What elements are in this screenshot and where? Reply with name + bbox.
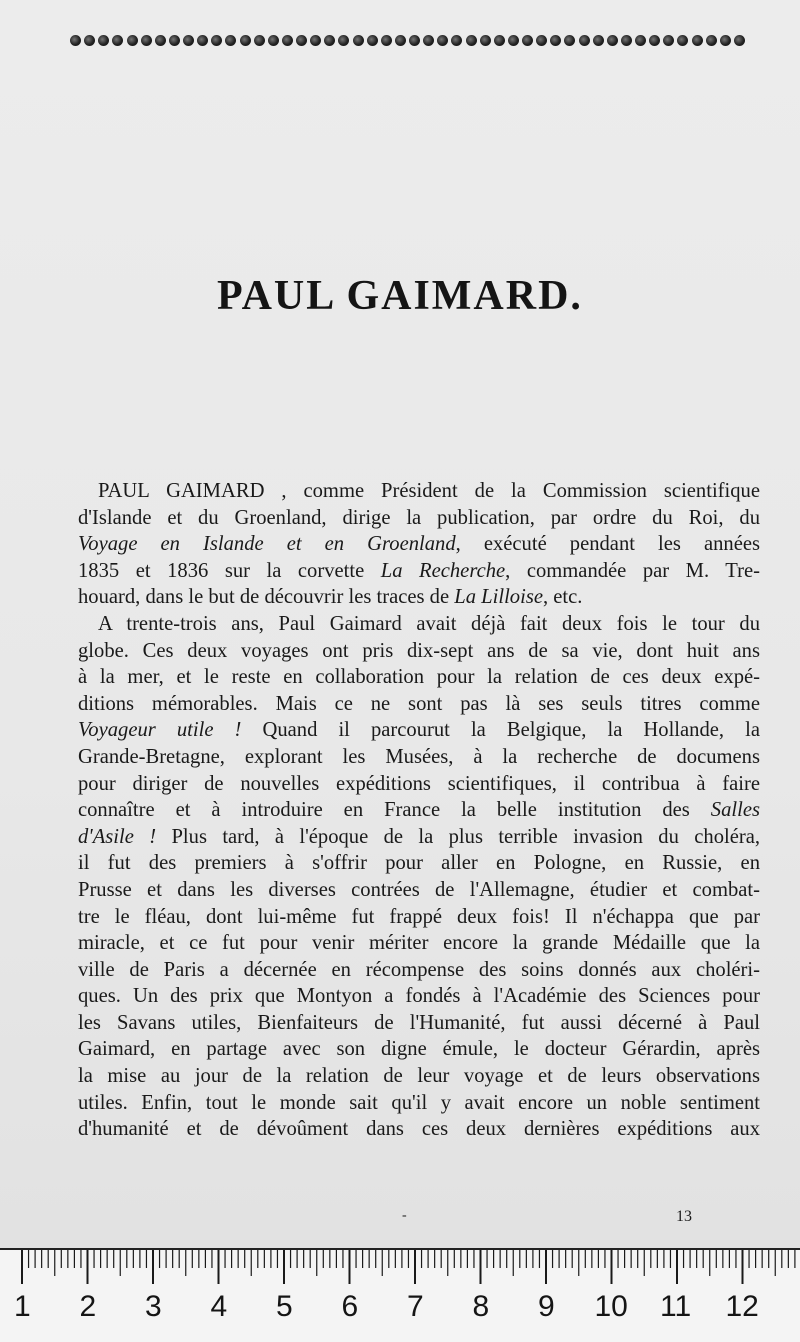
text-run: connaître et à introduire en France la belle institution des — [78, 799, 711, 822]
ornament-dot — [451, 35, 462, 46]
ornament-dot — [353, 35, 364, 46]
text-run: , etc. — [542, 586, 583, 609]
text-line — [78, 717, 760, 744]
ornament-dot — [437, 35, 448, 46]
ruler-number: 1 — [14, 1290, 31, 1323]
ornament-dot — [211, 35, 222, 46]
text-run: à la mer, et le reste en collaboration pour la relation de ces deux expé- — [78, 666, 760, 689]
ornament-dot — [692, 35, 703, 46]
text-line — [78, 1063, 760, 1090]
page-number: 13 — [676, 1208, 692, 1225]
text-run: houard, dans le but de découvrir les traces de — [78, 586, 455, 609]
text-run: Gaimard, en partage avec son digne émule, le docteur Gérardin, après — [78, 1038, 760, 1061]
ornament-dot — [720, 35, 731, 46]
ornament-dot — [197, 35, 208, 46]
text-run: , exécuté pendant les années — [455, 533, 761, 556]
ornament-dot — [579, 35, 590, 46]
text-run: d'Islande et du Groenland, dirige la publication, par ordre du Roi, du — [78, 506, 760, 529]
text-run: la mise au jour de la relation de leur voyage et de leurs observations — [78, 1065, 760, 1088]
ornament-dot — [324, 35, 335, 46]
ornament-dot — [381, 35, 392, 46]
italic-text: Voyageur utile ! — [78, 719, 242, 742]
text-line — [78, 850, 760, 877]
ornament-dot — [183, 35, 194, 46]
text-line — [78, 771, 760, 798]
text-run: Grande-Bretagne, explorant les Musées, à la recherche de documens — [78, 745, 760, 768]
ornament-dot — [112, 35, 123, 46]
italic-text: La Lilloise — [454, 586, 543, 609]
ornament-dot — [494, 35, 505, 46]
text-line — [78, 1036, 760, 1063]
ornament-dot — [508, 35, 519, 46]
text-run: 1835 et 1836 sur la corvette — [78, 559, 381, 582]
ornament-dot — [663, 35, 674, 46]
ornament-dot — [141, 35, 152, 46]
ruler-number: 3 — [145, 1290, 162, 1323]
ornament-dot — [155, 35, 166, 46]
ornament-dot — [409, 35, 420, 46]
ornament-dot — [84, 35, 95, 46]
ornament-dot — [70, 35, 81, 46]
measuring-ruler — [0, 1248, 800, 1342]
text-run: ville de Paris a décernée en récompense des soins donnés aux choléri- — [78, 958, 760, 981]
text-run: Prusse et dans les diverses contrées de l'Allemagne, étudier et combat- — [78, 878, 760, 901]
ornament-dot — [423, 35, 434, 46]
ornament-dot — [240, 35, 251, 46]
ornament-dot — [98, 35, 109, 46]
text-line — [78, 877, 760, 904]
text-line — [78, 797, 760, 824]
ruler-number: 8 — [472, 1290, 490, 1323]
text-run: tre le fléau, dont lui-même fut frappé deux fois! Il n'échappa que par — [78, 905, 760, 928]
ruler-number: 11 — [660, 1290, 692, 1323]
ornament-dot — [593, 35, 604, 46]
ornament-dot — [367, 35, 378, 46]
italic-text: Salles — [710, 799, 760, 822]
text-line — [78, 505, 760, 532]
text-line — [78, 1010, 760, 1037]
text-run: miracle, et ce fut pour venir mériter encore la grande Médaille que la — [78, 932, 760, 955]
ornament-dot — [225, 35, 236, 46]
ornament-dot — [395, 35, 406, 46]
ornament-dot — [536, 35, 547, 46]
text-line — [78, 744, 760, 771]
text-line — [78, 957, 760, 984]
ruler-number: 5 — [276, 1290, 293, 1323]
text-line — [78, 558, 760, 585]
text-line — [78, 611, 760, 638]
text-line — [78, 983, 760, 1010]
page-dash: - — [402, 1208, 407, 1223]
text-run: pour diriger de nouvelles expéditions scientifiques, il contribua à faire — [78, 772, 760, 795]
text-line — [78, 638, 760, 665]
ornament-dot — [522, 35, 533, 46]
text-run: utiles. Enfin, tout le monde sait qu'il y avait encore un noble sentiment — [78, 1091, 760, 1114]
ornament-dot — [169, 35, 180, 46]
ruler-number: 6 — [341, 1290, 359, 1323]
page-title: PAUL GAIMARD. — [217, 273, 583, 319]
body-text — [78, 478, 760, 1143]
ruler-number: 7 — [407, 1290, 424, 1323]
ornament-dot — [296, 35, 307, 46]
ornament-dot — [734, 35, 745, 46]
text-run: ques. Un des prix que Montyon a fondés à l'Académie des Sciences pour — [78, 985, 760, 1008]
ornament-dot — [621, 35, 632, 46]
italic-text: d'Asile ! — [78, 825, 157, 848]
ornament-dot — [254, 35, 265, 46]
ornament-dot — [282, 35, 293, 46]
ruler-ticks — [0, 1250, 800, 1290]
ornament-dot — [550, 35, 561, 46]
ornament-dot — [338, 35, 349, 46]
text-line — [78, 584, 760, 611]
text-line — [78, 691, 760, 718]
ornament-border — [70, 30, 745, 50]
text-run: Quand il parcourut la Belgique, la Hollande, la — [241, 719, 760, 742]
ornament-dot — [310, 35, 321, 46]
text-run: PAUL GAIMARD , comme Président de la Commission scientifique — [98, 480, 760, 502]
italic-text: La Recherche — [380, 559, 506, 582]
ruler-number: 12 — [725, 1290, 759, 1323]
ornament-dot — [706, 35, 717, 46]
text-line — [78, 1116, 760, 1143]
text-line — [78, 904, 760, 931]
text-line — [78, 930, 760, 957]
text-run: il fut des premiers à s'offrir pour aller en Pologne, en Russie, en — [78, 852, 760, 875]
ornament-dot — [677, 35, 688, 46]
ornament-dot — [268, 35, 279, 46]
ruler-number: 10 — [594, 1290, 628, 1323]
ruler-number: 9 — [538, 1290, 555, 1323]
ruler-number: 4 — [210, 1290, 228, 1323]
text-line — [78, 664, 760, 691]
italic-text: Voyage en Islande et en Groenland — [78, 533, 456, 556]
text-run: d'humanité et de dévoûment dans ces deux dernières expéditions aux — [78, 1118, 760, 1141]
ruler-number: 2 — [79, 1290, 97, 1323]
ornament-dot — [127, 35, 138, 46]
ornament-dot — [480, 35, 491, 46]
text-line — [78, 478, 760, 505]
text-run: , commandée par M. Tre- — [505, 559, 760, 582]
ornament-dot — [607, 35, 618, 46]
text-line — [78, 824, 760, 851]
text-run: ditions mémorables. Mais ce ne sont pas là ses seuls titres comme — [78, 692, 760, 715]
text-run: les Savans utiles, Bienfaiteurs de l'Humanité, fut aussi décerné à Paul — [78, 1011, 760, 1034]
text-line — [78, 1090, 760, 1117]
ornament-dot — [635, 35, 646, 46]
text-run: globe. Ces deux voyages ont pris dix-sept ans de sa vie, dont huit ans — [78, 639, 760, 662]
ornament-dot — [564, 35, 575, 46]
ornament-dot — [466, 35, 477, 46]
text-line — [78, 531, 760, 558]
text-run: A trente-trois ans, Paul Gaimard avait déjà fait deux fois le tour du — [98, 612, 760, 635]
text-run: Plus tard, à l'époque de la plus terrible invasion du choléra, — [156, 825, 760, 848]
ornament-dot — [649, 35, 660, 46]
